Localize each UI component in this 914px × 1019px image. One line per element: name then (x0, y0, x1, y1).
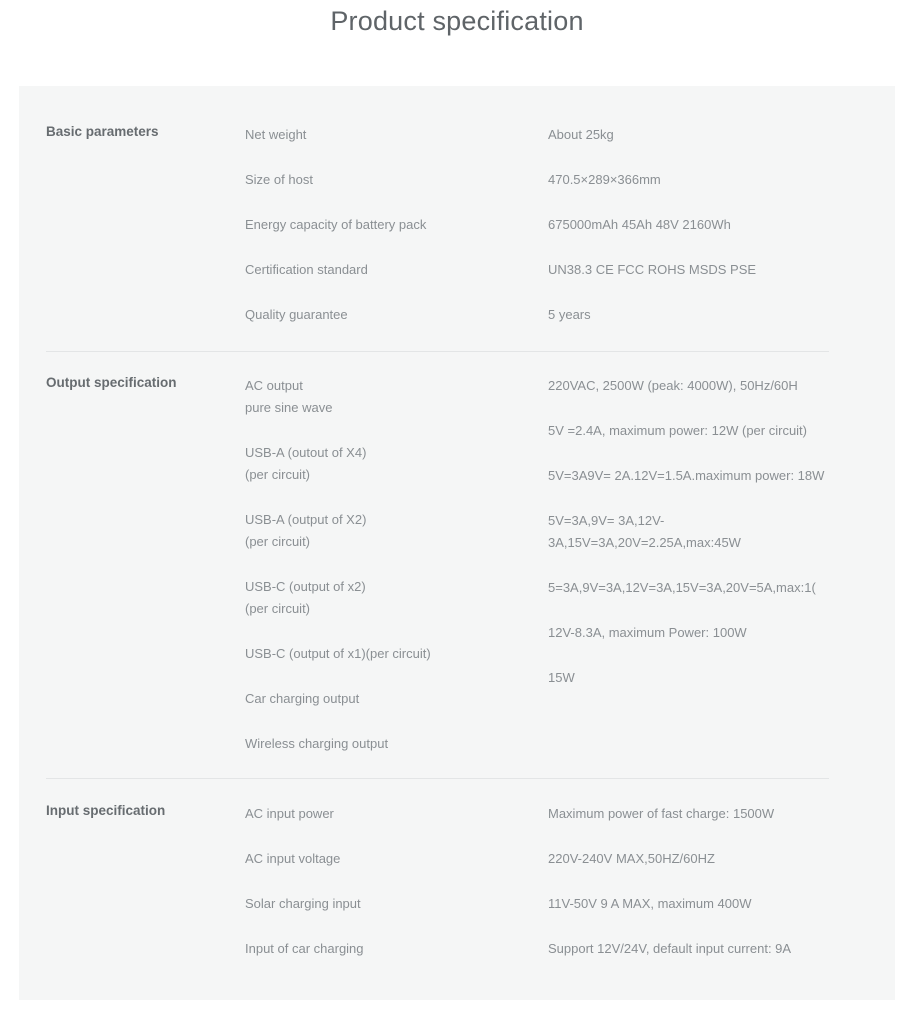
spec-value: 11V-50V 9 A MAX, maximum 400W (548, 896, 752, 911)
spec-value: 5V=3A9V= 2A.12V=1.5A.maximum power: 18W (548, 468, 825, 483)
spec-label: Size of host (245, 172, 313, 187)
section-divider (46, 351, 829, 352)
spec-label: AC input power (245, 806, 334, 821)
spec-value: 5V=3A,9V= 3A,12V-3A,15V=3A,20V=2.25A,max:45W (548, 513, 741, 550)
spec-labels (245, 375, 535, 778)
section-title: Output specification (46, 375, 177, 390)
spec-value: 5=3A,9V=3A,12V=3A,15V=3A,20V=5A,max:1( (548, 580, 816, 595)
spec-value: Maximum power of fast charge: 1500W (548, 806, 775, 821)
spec-label: Energy capacity of battery pack (245, 217, 427, 232)
spec-value: 5 years (548, 307, 591, 322)
spec-label: Certification standard (245, 262, 368, 277)
spec-label: USB-C (output of x2) (per circuit) (245, 579, 366, 616)
spec-values (548, 803, 830, 983)
spec-value: 15W (548, 670, 575, 685)
spec-labels (245, 803, 535, 983)
page-title: Product specification (330, 6, 584, 36)
spec-value: About 25kg (548, 127, 614, 142)
spec-label: USB-A (outout of X4) (per circuit) (245, 445, 367, 482)
section-title: Basic parameters (46, 124, 159, 139)
spec-values (548, 375, 830, 712)
spec-value: 220VAC, 2500W (peak: 4000W), 50Hz/60H (548, 378, 798, 393)
spec-value: 675000mAh 45Ah 48V 2160Wh (548, 217, 731, 232)
spec-value: 470.5×289×366mm (548, 172, 661, 187)
spec-label: USB-C (output of x1)(per circuit) (245, 646, 431, 661)
spec-label: AC input voltage (245, 851, 341, 866)
section-divider (46, 778, 829, 779)
spec-label: Solar charging input (245, 896, 361, 911)
spec-label: Wireless charging output (245, 736, 389, 751)
spec-values (548, 124, 830, 349)
section-title: Input specification (46, 803, 166, 818)
spec-label: Car charging output (245, 691, 360, 706)
spec-labels (245, 124, 535, 349)
spec-value: 220V-240V MAX,50HZ/60HZ (548, 851, 715, 866)
spec-value: Support 12V/24V, default input current: 9A (548, 941, 792, 956)
spec-value: UN38.3 CE FCC ROHS MSDS PSE (548, 262, 757, 277)
spec-label: USB-A (output of X2) (per circuit) (245, 512, 367, 549)
spec-value: 12V-8.3A, maximum Power: 100W (548, 625, 747, 640)
spec-value: 5V =2.4A, maximum power: 12W (per circuit) (548, 423, 807, 438)
spec-label: Net weight (245, 127, 307, 142)
spec-label: Input of car charging (245, 941, 364, 956)
spec-label: Quality guarantee (245, 307, 348, 322)
spec-label: AC output pure sine wave (245, 378, 333, 415)
